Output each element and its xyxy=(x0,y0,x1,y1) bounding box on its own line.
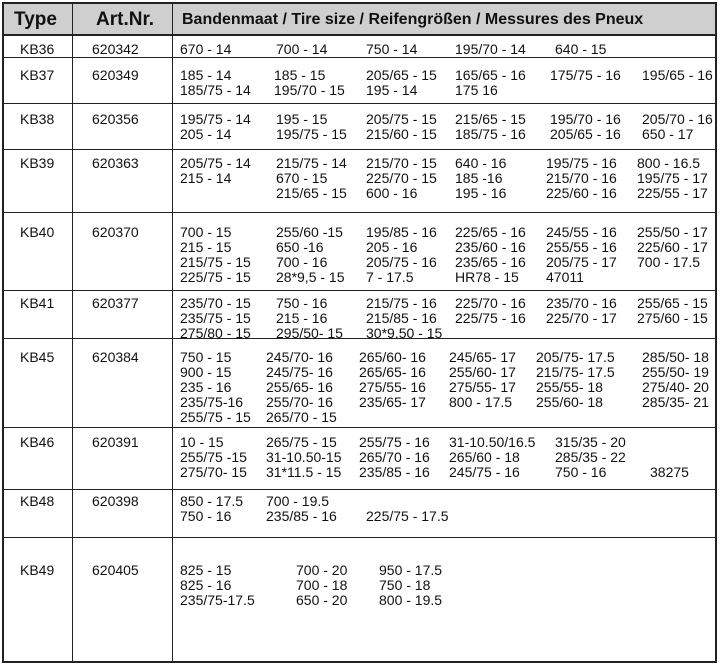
tire-size-cell: 700 - 20 xyxy=(296,562,348,578)
tire-size-cell: 670 - 14 xyxy=(180,41,232,57)
tire-size-cell: 285/50- 18 xyxy=(642,349,709,365)
tire-size-cell: 245/55 - 16 xyxy=(546,224,617,240)
tire-size-cell: 235/75-16 xyxy=(180,394,244,410)
tire-size-cell: 255/50 - 17 xyxy=(637,224,708,240)
tire-size-cell: 800 - 16.5 xyxy=(637,155,701,171)
tire-size-cell: 700 - 15 xyxy=(180,224,232,240)
tire-size-cell: 265/60- 16 xyxy=(359,349,426,365)
tire-size-cell: 275/55- 17 xyxy=(449,379,516,395)
row-art-nr: 620377 xyxy=(92,295,139,311)
tire-size-cell: 750 - 16 xyxy=(276,295,328,311)
tire-size-cell: 195/70 - 15 xyxy=(274,82,345,98)
tire-size-cell: 215/70 - 15 xyxy=(366,155,437,171)
tire-size-cell: 225/75 - 17.5 xyxy=(366,508,449,524)
tire-size-cell: 235/75 - 15 xyxy=(180,310,251,326)
tire-size-cell: 215/85 - 16 xyxy=(366,310,437,326)
tire-size-cell: 600 - 16 xyxy=(366,185,418,201)
tire-size-cell: 700 - 19.5 xyxy=(266,493,330,509)
header-type: Type xyxy=(14,9,57,30)
tire-size-cell: 900 - 15 xyxy=(180,364,232,380)
tire-size-cell: 650 -16 xyxy=(276,239,324,255)
tire-size-cell: 38275 xyxy=(650,464,689,480)
row-type: KB46 xyxy=(20,434,55,450)
tire-size-cell: 215 - 16 xyxy=(276,310,328,326)
row-art-nr: 620405 xyxy=(92,562,139,578)
tire-size-cell: 195/75 - 16 xyxy=(546,155,617,171)
row-art-nr: 620349 xyxy=(92,67,139,83)
tire-size-cell: 215/75- 17.5 xyxy=(536,364,615,380)
tire-size-cell: 185 - 14 xyxy=(180,67,232,83)
tire-size-cell: 950 - 17.5 xyxy=(379,562,443,578)
tire-size-cell: 245/70- 16 xyxy=(266,349,333,365)
tire-size-cell: 255/55 - 16 xyxy=(546,239,617,255)
row-type: KB45 xyxy=(20,349,55,365)
tire-size-cell: 245/65- 17 xyxy=(449,349,516,365)
tire-size-cell: 205/65 - 16 xyxy=(550,126,621,142)
table-row xyxy=(4,104,715,150)
tire-size-cell: 205/75 - 16 xyxy=(366,254,437,270)
tire-size-cell: 235/65- 17 xyxy=(359,394,426,410)
tire-size-cell: 295/50- 15 xyxy=(276,325,343,341)
tire-size-cell: 195/70 - 14 xyxy=(455,41,526,57)
tire-size-cell: 31-10.50-15 xyxy=(266,449,342,465)
tire-size-cell: 195/75 - 15 xyxy=(276,126,347,142)
table-row xyxy=(4,538,715,665)
tire-size-cell: 205/70 - 16 xyxy=(642,111,713,127)
tire-size-cell: 195/75 - 14 xyxy=(180,111,251,127)
tire-size-cell: 285/35 - 22 xyxy=(555,449,626,465)
row-art-nr: 620370 xyxy=(92,224,139,240)
tire-size-cell: 225/55 - 17 xyxy=(637,185,708,201)
tire-size-cell: 700 - 14 xyxy=(276,41,328,57)
tire-size-cell: 750 - 16 xyxy=(555,464,607,480)
table-row xyxy=(4,58,715,104)
tire-size-cell: 750 - 14 xyxy=(366,41,418,57)
tire-size-cell: 225/60 - 17 xyxy=(637,239,708,255)
tire-size-cell: 215/65 - 15 xyxy=(455,111,526,127)
tire-size-cell: 245/75 - 16 xyxy=(449,464,520,480)
tire-size-cell: 235/85 - 16 xyxy=(266,508,337,524)
row-art-nr: 620384 xyxy=(92,349,139,365)
tire-size-cell: 205/75 - 14 xyxy=(180,155,251,171)
row-type: KB38 xyxy=(20,111,55,127)
tire-size-cell: 265/70 - 16 xyxy=(359,449,430,465)
tire-size-cell: 255/55- 18 xyxy=(536,379,603,395)
tire-size-cell: 47011 xyxy=(546,269,584,285)
tire-size-cell: 225/70 - 16 xyxy=(455,295,526,311)
tire-size-cell: 255/70- 16 xyxy=(266,394,333,410)
tire-size-cell: 195/65 - 16 xyxy=(642,67,713,83)
tire-size-cell: 195 - 14 xyxy=(366,82,418,98)
tire-size-cell: 750 - 15 xyxy=(180,349,232,365)
tire-size-cell: 31*11.5 - 15 xyxy=(266,464,342,480)
tire-size-cell: 255/65 - 15 xyxy=(637,295,708,311)
tire-size-cell: 225/70 - 17 xyxy=(546,310,617,326)
tire-size-cell: 850 - 17.5 xyxy=(180,493,244,509)
tire-size-cell: 225/70 - 15 xyxy=(366,170,437,186)
tire-size-cell: 800 - 17.5 xyxy=(449,394,513,410)
tire-size-cell: 825 - 16 xyxy=(180,577,232,593)
tire-size-cell: 175/75 - 16 xyxy=(550,67,621,83)
tire-size-cell: 285/35- 21 xyxy=(642,394,709,410)
tire-size-cell: 235/70 - 16 xyxy=(546,295,617,311)
tire-size-cell: 205 - 14 xyxy=(180,126,232,142)
table-row xyxy=(4,490,715,538)
tire-size-cell: 700 - 18 xyxy=(296,577,348,593)
tire-size-cell: 255/60 -15 xyxy=(276,224,343,240)
tire-size-cell: 275/80 - 15 xyxy=(180,325,251,341)
row-type: KB37 xyxy=(20,67,55,83)
tire-size-cell: 750 - 18 xyxy=(379,577,431,593)
tire-size-cell: 30*9.50 - 15 xyxy=(366,325,443,341)
row-art-nr: 620398 xyxy=(92,493,139,509)
tire-size-cell: 215/70 - 16 xyxy=(546,170,617,186)
tire-size-cell: 315/35 - 20 xyxy=(555,434,626,450)
row-art-nr: 620342 xyxy=(92,41,139,57)
header-art-nr: Art.Nr. xyxy=(96,9,155,30)
row-type: KB36 xyxy=(20,41,55,57)
tire-size-cell: 750 - 16 xyxy=(180,508,232,524)
tire-size-cell: 215 - 15 xyxy=(180,239,232,255)
tire-size-cell: 265/60 - 18 xyxy=(449,449,520,465)
tire-size-cell: 800 - 19.5 xyxy=(379,592,443,608)
tire-size-cell: 275/55- 16 xyxy=(359,379,426,395)
tire-size-cell: 225/75 - 15 xyxy=(180,269,251,285)
tire-size-cell: 825 - 15 xyxy=(180,562,232,578)
tire-size-cell: 165/65 - 16 xyxy=(455,67,526,83)
tire-size-cell: 235/75-17.5 xyxy=(180,592,255,608)
tire-size-cell: 215/65 - 15 xyxy=(276,185,347,201)
tire-size-cell: 205 - 16 xyxy=(366,239,418,255)
tire-size-cell: 205/75 - 15 xyxy=(366,111,437,127)
tire-size-cell: 185 -16 xyxy=(455,170,503,186)
tire-size-cell: 28*9,5 - 15 xyxy=(276,269,345,285)
tire-size-cell: 650 - 20 xyxy=(296,592,348,608)
tire-size-cell: 195/75 - 17 xyxy=(637,170,708,186)
tire-size-cell: 255/75 -15 xyxy=(180,449,247,465)
table-header xyxy=(4,4,715,36)
tire-size-cell: 235/70 - 15 xyxy=(180,295,251,311)
tire-size-cell: 235 - 16 xyxy=(180,379,232,395)
tire-size-table xyxy=(2,2,717,663)
tire-size-cell: 235/60 - 16 xyxy=(455,239,526,255)
tire-size-cell: 275/60 - 15 xyxy=(637,310,708,326)
tire-size-cell: 265/70 - 15 xyxy=(266,409,337,425)
tire-size-cell: 7 - 17.5 xyxy=(366,269,414,285)
tire-size-cell: 640 - 15 xyxy=(555,41,607,57)
tire-size-cell: 205/65 - 15 xyxy=(366,67,437,83)
tire-size-cell: 255/60- 18 xyxy=(536,394,603,410)
tire-size-cell: 185 - 15 xyxy=(274,67,326,83)
row-type: KB39 xyxy=(20,155,55,171)
tire-size-cell: 235/85 - 16 xyxy=(359,464,430,480)
tire-size-cell: 700 - 16 xyxy=(276,254,328,270)
tire-size-cell: 195/85 - 16 xyxy=(366,224,437,240)
table-row xyxy=(4,150,715,213)
table-row xyxy=(4,339,715,428)
tire-size-cell: 185/75 - 16 xyxy=(455,126,526,142)
tire-size-cell: 275/70- 15 xyxy=(180,464,247,480)
table-row xyxy=(4,291,715,339)
tire-size-cell: 205/75- 17.5 xyxy=(536,349,615,365)
tire-size-cell: 700 - 17.5 xyxy=(637,254,701,270)
tire-size-cell: 215/75 - 16 xyxy=(366,295,437,311)
tire-size-cell: 670 - 15 xyxy=(276,170,328,186)
row-art-nr: 620356 xyxy=(92,111,139,127)
tire-size-cell: 255/75 - 15 xyxy=(180,409,251,425)
tire-size-cell: 31-10.50/16.5 xyxy=(449,434,536,450)
tire-size-cell: 215/75 - 15 xyxy=(180,254,251,270)
tire-size-cell: 205/75 - 17 xyxy=(546,254,617,270)
tire-size-cell: 215 - 14 xyxy=(180,170,232,186)
tire-size-cell: 225/75 - 16 xyxy=(455,310,526,326)
header-tire-size: Bandenmaat / Tire size / Reifengrößen / Messures des Pneux xyxy=(182,11,644,28)
tire-size-cell: 235/65 - 16 xyxy=(455,254,526,270)
tire-size-cell: 650 - 17 xyxy=(642,126,694,142)
tire-size-cell: 225/65 - 16 xyxy=(455,224,526,240)
tire-size-cell: 195 - 15 xyxy=(276,111,328,127)
table-row xyxy=(4,428,715,490)
tire-size-cell: 265/75 - 15 xyxy=(266,434,337,450)
tire-size-cell: 10 - 15 xyxy=(180,434,224,450)
tire-size-cell: 215/75 - 14 xyxy=(276,155,347,171)
row-type: KB40 xyxy=(20,224,55,240)
tire-size-cell: 175 16 xyxy=(455,82,498,98)
tire-size-cell: 215/60 - 15 xyxy=(366,126,437,142)
tire-size-cell: 195/70 - 16 xyxy=(550,111,621,127)
table-row xyxy=(4,34,715,58)
tire-size-cell: 225/60 - 16 xyxy=(546,185,617,201)
tire-size-cell: HR78 - 15 xyxy=(455,269,519,285)
row-type: KB48 xyxy=(20,493,55,509)
tire-size-cell: 255/50- 19 xyxy=(642,364,709,380)
tire-size-cell: 255/65- 16 xyxy=(266,379,333,395)
row-art-nr: 620363 xyxy=(92,155,139,171)
table-row xyxy=(4,213,715,291)
tire-size-cell: 245/75- 16 xyxy=(266,364,333,380)
tire-size-cell: 255/75 - 16 xyxy=(359,434,430,450)
row-type: KB49 xyxy=(20,562,55,578)
tire-size-cell: 195 - 16 xyxy=(455,185,507,201)
tire-size-cell: 265/65- 16 xyxy=(359,364,426,380)
tire-size-cell: 255/60- 17 xyxy=(449,364,516,380)
tire-size-cell: 640 - 16 xyxy=(455,155,507,171)
tire-size-cell: 185/75 - 14 xyxy=(180,82,251,98)
row-art-nr: 620391 xyxy=(92,434,139,450)
tire-size-cell: 275/40- 20 xyxy=(642,379,709,395)
row-type: KB41 xyxy=(20,295,55,311)
